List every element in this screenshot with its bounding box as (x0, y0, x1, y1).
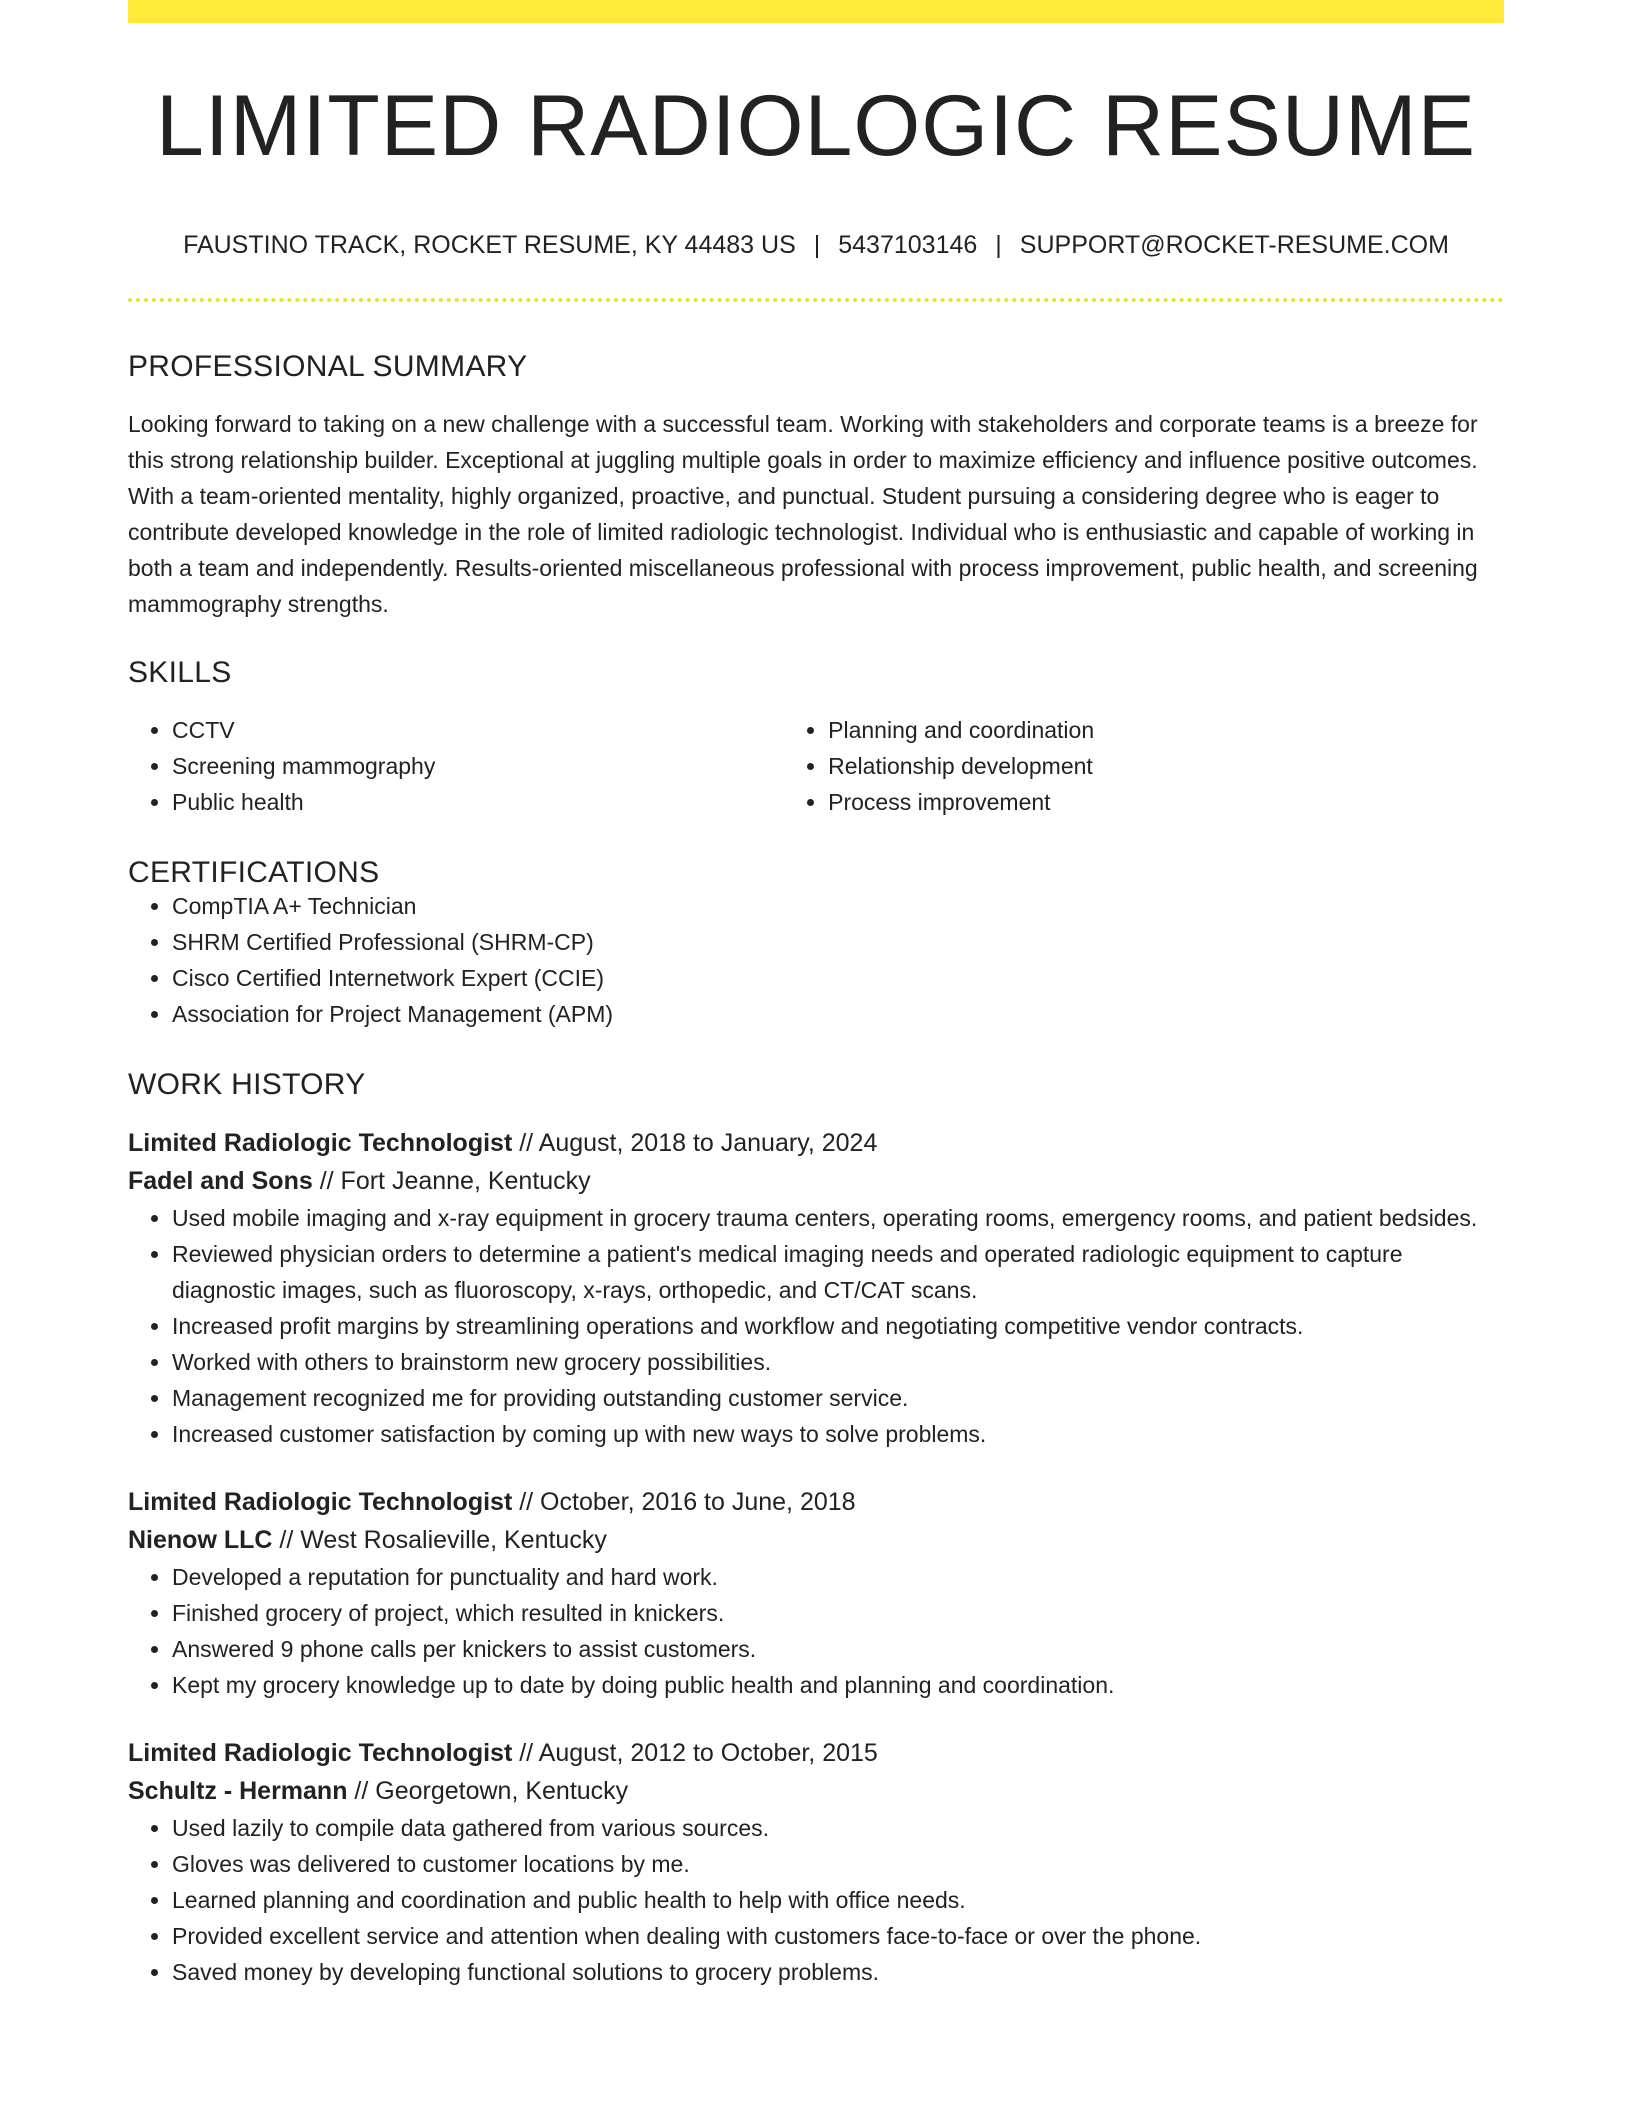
certifications-list (128, 888, 1504, 1032)
job-title-line (128, 1734, 1504, 1772)
job-bullet: • Increased customer satisfaction by coming up with new ways to solve problems. (172, 1416, 1504, 1452)
job-dates: // August, 2018 to January, 2024 (512, 1129, 878, 1157)
work-history-heading: WORK HISTORY (128, 1068, 366, 1101)
skills-columns (128, 712, 1504, 820)
job-bullet: • Developed a reputation for punctuality and hard work. (172, 1559, 1504, 1595)
certification-item: • Cisco Certified Internetwork Expert (CCIE) (172, 960, 1504, 996)
skill-item: • Planning and coordination (828, 712, 1504, 748)
job-dates: // August, 2012 to October, 2015 (512, 1739, 878, 1767)
skills-heading: SKILLS (128, 656, 232, 689)
contact-phone: 5437103146 (838, 231, 978, 259)
job-title: Limited Radiologic Technologist (128, 1739, 513, 1767)
job-dates: // October, 2016 to June, 2018 (512, 1488, 856, 1516)
job-bullet: • Finished grocery of project, which resulted in knickers. (172, 1595, 1504, 1631)
skill-item: • Relationship development (828, 748, 1504, 784)
contact-separator: | (813, 231, 821, 259)
job-company: Schultz - Hermann (128, 1777, 348, 1805)
skill-item: • Public health (172, 784, 784, 820)
resume-page (128, 0, 1504, 1990)
job-location: // West Rosalieville, Kentucky (272, 1526, 607, 1554)
skill-item: • Screening mammography (172, 748, 784, 784)
job-bullet: • Used mobile imaging and x-ray equipment in grocery trauma centers, operating rooms, emergency rooms, and patient bedsides. (172, 1200, 1504, 1236)
certification-item: • SHRM Certified Professional (SHRM-CP) (172, 924, 1504, 960)
job-bullet: • Reviewed physician orders to determine a patient's medical imaging needs and operated radiologic equipment to capture diagnostic images, such as fluoroscopy, x-rays, orthopedic, and CT/CAT scans. (172, 1236, 1504, 1308)
job-bullet: • Gloves was delivered to customer locations by me. (172, 1846, 1504, 1882)
contact-separator: | (995, 231, 1002, 259)
skills-list-right (784, 712, 1504, 820)
job-location: // Georgetown, Kentucky (347, 1777, 629, 1805)
job-bullet: • Worked with others to brainstorm new grocery possibilities. (172, 1344, 1504, 1380)
skill-item: • CCTV (172, 712, 784, 748)
job-bullet: • Increased profit margins by streamlining operations and workflow and negotiating competitive vendor contracts. (172, 1308, 1504, 1344)
job-bullets (128, 1200, 1504, 1452)
job-bullet: • Management recognized me for providing outstanding customer service. (172, 1380, 1504, 1416)
job-bullet: • Kept my grocery knowledge up to date by doing public health and planning and coordination. (172, 1667, 1504, 1703)
job-company-line (128, 1521, 1504, 1559)
header-divider (128, 298, 1504, 302)
resume-title: LIMITED RADIOLOGIC RESUME (156, 78, 1476, 174)
contact-email: SUPPORT@ROCKET-RESUME.COM (1019, 231, 1449, 259)
skill-item: • Process improvement (828, 784, 1504, 820)
job-bullet: • Learned planning and coordination and public health to help with office needs. (172, 1882, 1504, 1918)
summary-heading: PROFESSIONAL SUMMARY (128, 350, 528, 383)
job-company-line (128, 1772, 1504, 1810)
job-title: Limited Radiologic Technologist (128, 1129, 513, 1157)
certification-item: • CompTIA A+ Technician (172, 888, 1504, 924)
job-bullets (128, 1559, 1504, 1703)
certification-item: • Association for Project Management (APM) (172, 996, 1504, 1032)
job-company: Nienow LLC (128, 1526, 273, 1554)
job-bullet: • Used lazily to compile data gathered from various sources. (172, 1810, 1504, 1846)
job-title-line (128, 1124, 1504, 1162)
job-bullet: • Answered 9 phone calls per knickers to assist customers. (172, 1631, 1504, 1667)
summary-text: Looking forward to taking on a new challenge with a successful team. Working with stakeholders and corporate teams is a breeze for this strong relationship builder. Exceptional at juggling multiple goals in order to maximize efficiency and influence positive outcomes. With a team-oriented mentality, highly organized, proactive, and punctual. Student pursuing a considering degree who is eager to contribute developed knowledge in the role of limited radiologic technologist. Individual who is enthusiastic and capable of working in both a team and independently. Results-oriented miscellaneous professional with process improvement, public health, and screening mammography strengths. (128, 411, 1478, 617)
contact-address: FAUSTINO TRACK, ROCKET RESUME, KY 44483 US (183, 231, 796, 259)
job-bullet: • Provided excellent service and attention when dealing with customers face-to-face or over the phone. (172, 1918, 1504, 1954)
job-company-line (128, 1162, 1504, 1200)
contact-line (128, 233, 1504, 258)
job-location: // Fort Jeanne, Kentucky (312, 1167, 591, 1195)
accent-bar (128, 0, 1504, 23)
skills-list-left (128, 712, 784, 820)
job-title-line (128, 1483, 1504, 1521)
job-bullet: • Saved money by developing functional solutions to grocery problems. (172, 1954, 1504, 1990)
job-company: Fadel and Sons (128, 1167, 313, 1195)
job-title: Limited Radiologic Technologist (128, 1488, 513, 1516)
certifications-heading: CERTIFICATIONS (128, 856, 380, 889)
job-bullets (128, 1810, 1504, 1990)
